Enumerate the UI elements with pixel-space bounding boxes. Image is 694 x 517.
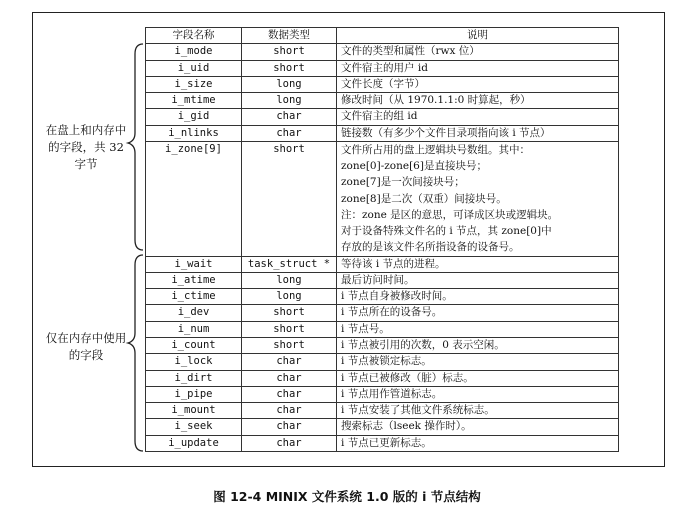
table-row <box>146 272 619 288</box>
table-row <box>146 305 619 321</box>
field-type: short <box>242 60 337 76</box>
field-description: i 节点用作管道标志。 <box>337 386 619 402</box>
zone-description-line: 存放的是该文件名所指设备的设备号。 <box>341 241 520 254</box>
header-description: 说明 <box>337 28 619 44</box>
field-name: i_dev <box>146 305 242 321</box>
field-description <box>337 142 619 256</box>
field-description: i 节点已被修改（脏）标志。 <box>337 370 619 386</box>
field-name: i_dirt <box>146 370 242 386</box>
table-row <box>146 354 619 370</box>
field-description: 文件长度（字节） <box>337 76 619 92</box>
field-type: char <box>242 109 337 125</box>
field-type: task_struct * <box>242 256 337 272</box>
field-name: i_uid <box>146 60 242 76</box>
field-description: i 节点被锁定标志。 <box>337 354 619 370</box>
field-description: 等待该 i 节点的进程。 <box>337 256 619 272</box>
field-description: i 节点号。 <box>337 321 619 337</box>
field-type: char <box>242 419 337 435</box>
field-description: 文件的类型和属性（rwx 位） <box>337 44 619 60</box>
table-row <box>146 435 619 451</box>
field-name: i_mode <box>146 44 242 60</box>
table-row <box>146 403 619 419</box>
table-row <box>146 419 619 435</box>
zone-description-line: 注：zone 是区的意思，可译成区块或逻辑块。 <box>341 208 559 221</box>
table-row <box>146 142 619 256</box>
field-description: 搜索标志（lseek 操作时）。 <box>337 419 619 435</box>
figure-caption: 图 12-4 MINIX 文件系统 1.0 版的 i 节点结构 <box>213 489 481 504</box>
table-row <box>146 44 619 60</box>
inode-field-table <box>145 27 619 452</box>
field-type: char <box>242 435 337 451</box>
field-description: 最后访问时间。 <box>337 272 619 288</box>
header-field-name: 字段名称 <box>146 28 242 44</box>
memory-group-label: 仅在内存中使用 的字段 <box>45 331 127 362</box>
field-name: i_mtime <box>146 93 242 109</box>
field-name: i_atime <box>146 272 242 288</box>
zone-row-group <box>146 142 619 256</box>
field-description: 链接数（有多少个文件目录项指向该 i 节点） <box>337 125 619 141</box>
zone-description-line: zone[7]是一次间接块号； <box>341 176 465 189</box>
field-name: i_ctime <box>146 289 242 305</box>
table-row <box>146 76 619 92</box>
table-row <box>146 370 619 386</box>
field-type: short <box>242 305 337 321</box>
field-type: char <box>242 354 337 370</box>
field-name: i_update <box>146 435 242 451</box>
zone-description-line: 文件所占用的盘上逻辑块号数组。其中： <box>341 144 530 157</box>
field-description: i 节点所在的设备号。 <box>337 305 619 321</box>
field-type: long <box>242 272 337 288</box>
field-name: i_seek <box>146 419 242 435</box>
zone-description-line: zone[0]-zone[6]是直接块号； <box>341 160 487 173</box>
field-type: short <box>242 142 337 256</box>
table-row <box>146 386 619 402</box>
field-description: 文件宿主的组 id <box>337 109 619 125</box>
field-type: short <box>242 321 337 337</box>
table-header-row <box>146 28 619 44</box>
field-name: i_lock <box>146 354 242 370</box>
table-row <box>146 289 619 305</box>
field-type: long <box>242 76 337 92</box>
table-row <box>146 125 619 141</box>
field-name: i_num <box>146 321 242 337</box>
field-type: char <box>242 370 337 386</box>
field-type: long <box>242 289 337 305</box>
table-row <box>146 93 619 109</box>
field-name: i_wait <box>146 256 242 272</box>
zone-description-line: zone[8]是二次（双重）间接块号。 <box>341 192 507 205</box>
memory-rows <box>146 256 619 452</box>
field-description: i 节点已更新标志。 <box>337 435 619 451</box>
field-description: i 节点安装了其他文件系统标志。 <box>337 403 619 419</box>
table-row <box>146 321 619 337</box>
field-type: char <box>242 386 337 402</box>
field-description: 文件宿主的用户 id <box>337 60 619 76</box>
field-name: i_size <box>146 76 242 92</box>
field-name: i_nlinks <box>146 125 242 141</box>
field-name: i_zone[9] <box>146 142 242 256</box>
field-type: short <box>242 44 337 60</box>
field-description: i 节点被引用的次数，0 表示空闲。 <box>337 337 619 353</box>
field-type: short <box>242 337 337 353</box>
disk-rows <box>146 44 619 142</box>
field-type: long <box>242 93 337 109</box>
field-name: i_gid <box>146 109 242 125</box>
field-description: 修改时间（从 1970.1.1:0 时算起，秒） <box>337 93 619 109</box>
zone-description-line: 对于设备特殊文件名的 i 节点，其 zone[0]中 <box>341 225 552 238</box>
field-type: char <box>242 125 337 141</box>
field-name: i_count <box>146 337 242 353</box>
field-name: i_pipe <box>146 386 242 402</box>
field-type: char <box>242 403 337 419</box>
field-description: i 节点自身被修改时间。 <box>337 289 619 305</box>
table-row <box>146 256 619 272</box>
field-name: i_mount <box>146 403 242 419</box>
disk-group-label: 在盘上和内存中 的字段，共 32 字节 <box>45 123 127 171</box>
table-row <box>146 60 619 76</box>
table-row <box>146 337 619 353</box>
table-row <box>146 109 619 125</box>
header-data-type: 数据类型 <box>242 28 337 44</box>
